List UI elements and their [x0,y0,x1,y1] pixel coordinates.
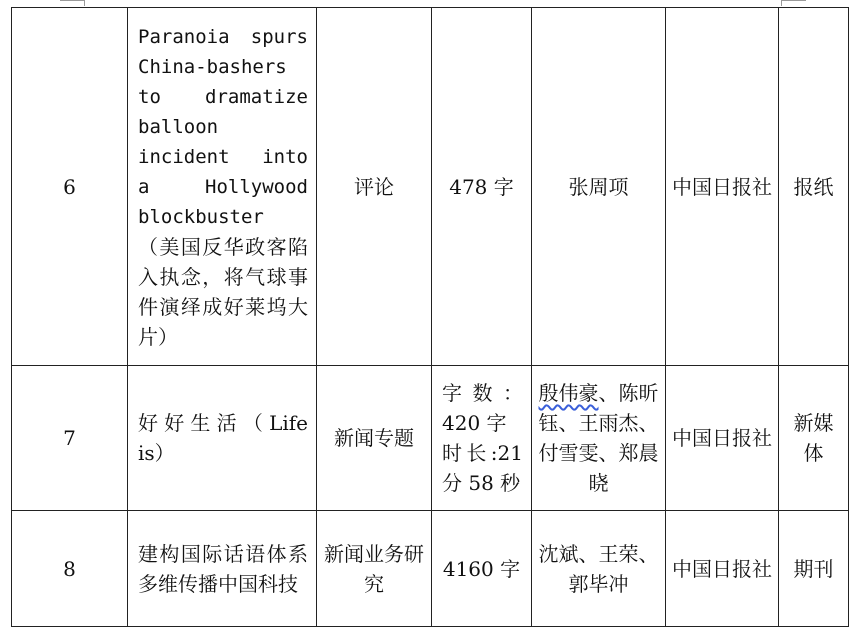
work-length-duration: 时长:21 分 58 秒 [442,441,523,495]
work-authors [532,366,666,511]
table-corner-mark-left [60,0,84,1]
work-type: 新闻专题 [317,366,432,511]
work-title-zh: （美国反华政客陷入执念，将气球事件演绎成好莱坞大片） [138,234,308,349]
work-authors: 沈斌、王荣、郭毕冲 [532,511,666,627]
work-medium: 报纸 [779,8,849,366]
work-type: 新闻业务研究 [317,511,432,627]
work-medium: 新媒体 [779,366,849,511]
work-medium: 期刊 [779,511,849,627]
work-length: 4160 字 [432,511,532,627]
work-length [432,366,532,511]
works-table [11,7,849,627]
row-number: 8 [12,511,128,627]
work-publisher: 中国日报社 [666,8,779,366]
work-authors: 张周项 [532,8,666,366]
table-corner-mark-left-tick [84,0,85,6]
work-publisher: 中国日报社 [666,366,779,511]
authors-rest: 、陈昕钰、王雨杰、付雪雯、郑晨晓 [538,381,659,495]
row-number: 6 [12,8,128,366]
table-corner-mark-right [782,0,806,1]
author-first: 殷伟豪 [538,381,599,405]
work-title: 好好生活（Life is） [128,366,317,511]
row-number: 7 [12,366,128,511]
table-row [12,8,849,366]
work-title-en: Paranoia spurs China-bashers to dramatize balloon incident into a Hollywood blockbuster [138,25,308,228]
work-type: 评论 [317,8,432,366]
work-length-words: 字数：420 字 [442,381,523,435]
table-row [12,511,849,627]
work-length: 478 字 [432,8,532,366]
work-title: 建构国际话语体系 多维传播中国科技 [128,511,317,627]
table-corner-mark-right-tick [781,0,782,6]
work-title [128,8,317,366]
table-row [12,366,849,511]
work-publisher: 中国日报社 [666,511,779,627]
